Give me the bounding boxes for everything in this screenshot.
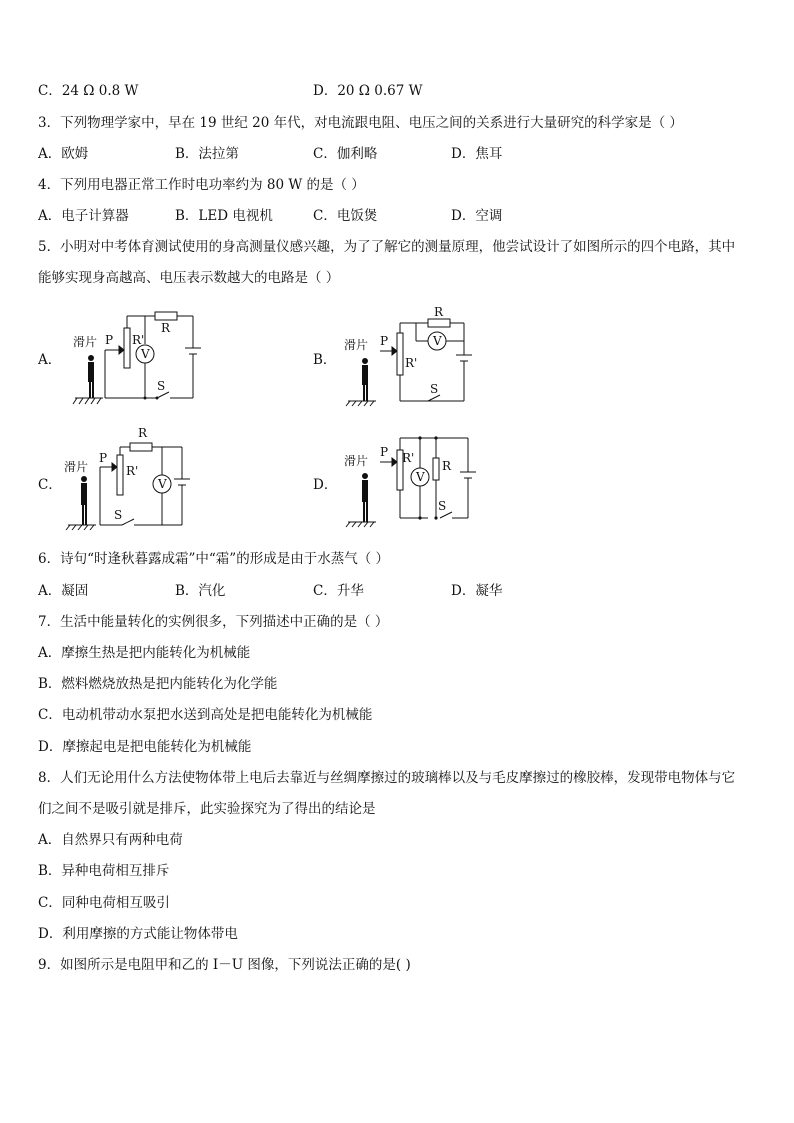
- q7-option-b: B．燃料燃烧放热是把内能转化为化学能: [38, 676, 278, 692]
- q4-option-b: B．LED 电视机: [175, 208, 273, 224]
- q8-option-d: D．利用摩擦的方式能让物体带电: [38, 926, 238, 942]
- q8-option-b: B．异种电荷相互排斥: [38, 863, 170, 879]
- q8-stem-line1: 8．人们无论用什么方法使物体带上电后去靠近与丝绸摩擦过的玻璃棒以及与毛皮摩擦过的橡胶棒，发现带电物体与它: [38, 770, 736, 786]
- slider-label: 滑片: [73, 335, 98, 349]
- q6-option-d: D．凝华: [451, 583, 503, 599]
- p-label: P: [105, 333, 114, 347]
- p-label: P: [380, 334, 389, 348]
- rprime-label: R': [132, 333, 145, 347]
- person-figure-icon: [81, 476, 87, 525]
- q9-stem: 9．如图所示是电阻甲和乙的 I－U 图像，下列说法正确的是( ): [38, 957, 411, 973]
- v-label: V: [433, 334, 442, 348]
- q7-option-c: C．电动机带动水泵把水送到高处是把电能转化为机械能: [38, 707, 373, 723]
- v-label: V: [416, 470, 425, 484]
- person-figure-icon: [88, 355, 94, 398]
- slider-label: 滑片: [344, 338, 369, 352]
- rprime-label: R': [126, 464, 139, 478]
- circuit-diagram-d: [340, 432, 490, 528]
- q5-stem-line1: 5．小明对中考体育测试使用的身高测量仪感兴趣，为了了解它的测量原理，他尝试设计了如图所示的四个电路，其中: [38, 239, 736, 255]
- q6-option-c: C．升华: [313, 583, 364, 599]
- q3-stem: 3．下列物理学家中，早在 19 世纪 20 年代，对电流跟电阻、电压之间的关系进行大量研究的科学家是（ ）: [38, 115, 683, 131]
- r-label: R: [434, 305, 444, 319]
- q6-option-b: B．汽化: [175, 583, 226, 599]
- rprime-label: R': [402, 451, 415, 465]
- s-label: S: [157, 379, 166, 393]
- q7-option-a: A．摩擦生热是把内能转化为机械能: [38, 645, 251, 661]
- slider-label: 滑片: [344, 454, 369, 468]
- q3-option-a: A．欧姆: [38, 146, 89, 162]
- q4-option-d: D．空调: [451, 208, 503, 224]
- q6-stem: 6．诗句“时逢秋暮露成霜”中“霜”的形成是由于水蒸气（ ）: [38, 551, 389, 567]
- q3-option-b: B．法拉第: [175, 146, 239, 162]
- v-label: V: [141, 347, 150, 361]
- p-label: P: [380, 445, 389, 459]
- q3-option-d: D．焦耳: [451, 146, 503, 162]
- q4-stem: 4．下列用电器正常工作时电功率约为 80 W 的是（ ）: [38, 177, 365, 193]
- r-label: R: [138, 426, 148, 440]
- p-label: P: [99, 451, 108, 465]
- q3-option-c: C．伽利略: [313, 146, 378, 162]
- s-label: S: [114, 508, 123, 522]
- q5-letter-d: D．: [313, 477, 338, 493]
- q4-option-c: C．电饭煲: [313, 208, 378, 224]
- q8-option-c: C．同种电荷相互吸引: [38, 895, 170, 911]
- q5-letter-c: C．: [38, 477, 62, 493]
- q2-option-c: C．24 Ω 0.8 W: [38, 83, 139, 99]
- q5-letter-b: B．: [313, 352, 337, 368]
- q4-option-a: A．电子计算器: [38, 208, 129, 224]
- rprime-label: R': [405, 356, 418, 370]
- person-figure-icon: [362, 473, 368, 522]
- circuit-diagram-c: [62, 425, 212, 531]
- v-label: V: [158, 477, 167, 491]
- circuit-diagram-b: [340, 305, 490, 407]
- circuit-diagram-a: [65, 310, 215, 406]
- q7-stem: 7．生活中能量转化的实例很多，下列描述中正确的是（ ）: [38, 614, 389, 630]
- s-label: S: [430, 382, 439, 396]
- slider-label: 滑片: [64, 460, 89, 474]
- r-label: R: [442, 459, 452, 473]
- q7-option-d: D．摩擦起电是把电能转化为机械能: [38, 739, 252, 755]
- q8-option-a: A．自然界只有两种电荷: [38, 832, 183, 848]
- q5-stem-line2: 能够实现身高越高、电压表示数越大的电路是（ ）: [38, 270, 340, 286]
- r-label: R: [161, 321, 171, 335]
- s-label: S: [438, 499, 447, 513]
- q5-letter-a: A．: [38, 352, 62, 368]
- q2-option-d: D．20 Ω 0.67 W: [313, 83, 423, 99]
- person-figure-icon: [362, 358, 368, 401]
- q8-stem-line2: 们之间不是吸引就是排斥，此实验探究为了得出的结论是: [38, 801, 376, 817]
- q6-option-a: A．凝固: [38, 583, 89, 599]
